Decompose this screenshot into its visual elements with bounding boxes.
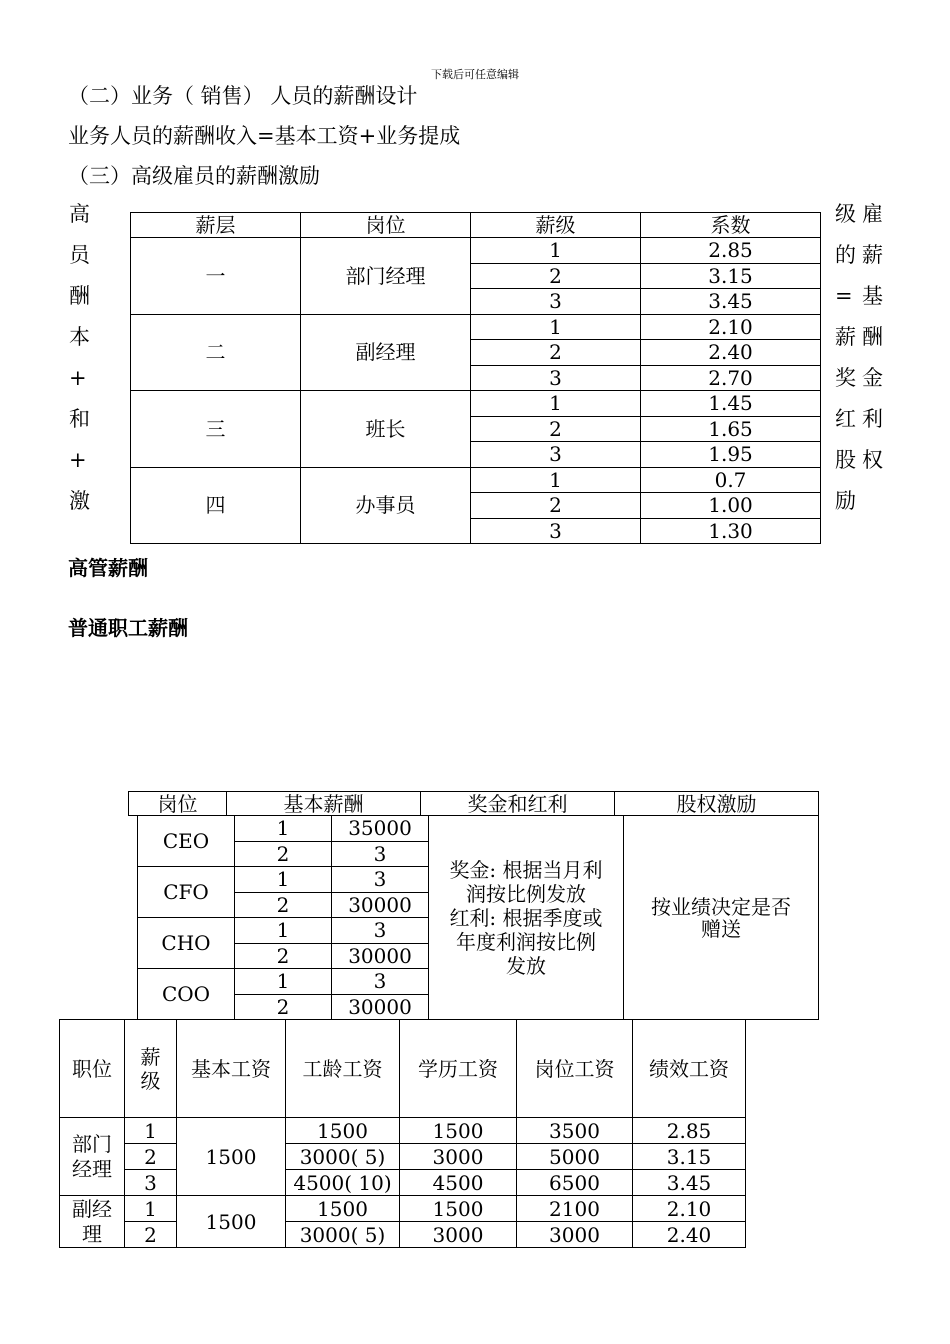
side-right-text: 股权 bbox=[835, 448, 883, 472]
value-cell: 2100 bbox=[517, 1196, 633, 1222]
grade-cell: 1 bbox=[471, 467, 641, 493]
value-cell: 3000( 5) bbox=[286, 1144, 400, 1170]
grade-cell: 2 bbox=[471, 416, 641, 442]
side-left-char: 酬 bbox=[69, 284, 90, 308]
table-header-row bbox=[131, 213, 821, 238]
amount-cell: 30000 bbox=[332, 994, 429, 1020]
grade-cell: 2 bbox=[125, 1144, 177, 1170]
table-header-row bbox=[60, 1020, 746, 1118]
title-line: 副经 bbox=[72, 1196, 112, 1221]
level-cell: 1 bbox=[235, 816, 332, 842]
title-line: 部门 bbox=[72, 1131, 112, 1156]
amount-cell: 3 bbox=[332, 918, 429, 944]
value-cell: 2.85 bbox=[633, 1118, 746, 1144]
amount-cell: 3 bbox=[332, 841, 429, 867]
title-line: 经理 bbox=[72, 1156, 112, 1181]
bonus-line: 奖金: 根据当月利 bbox=[449, 857, 603, 882]
level-cell: 2 bbox=[235, 994, 332, 1020]
coefficient-cell: 2.40 bbox=[641, 340, 821, 366]
col-header: 薪级 bbox=[471, 213, 641, 238]
coefficient-cell: 2.70 bbox=[641, 365, 821, 391]
exec-pay-header bbox=[128, 791, 819, 816]
side-right-text: 励 bbox=[835, 489, 856, 513]
salary-tier-table bbox=[130, 212, 821, 544]
grade-cell: 1 bbox=[125, 1118, 177, 1144]
section-senior-title: （三）高级雇员的薪酬激励 bbox=[68, 164, 320, 188]
value-cell: 2.40 bbox=[633, 1222, 746, 1248]
equity-line: 赠送 bbox=[701, 916, 741, 941]
grade-cell: 2 bbox=[125, 1222, 177, 1248]
title-line: 理 bbox=[82, 1221, 102, 1246]
value-cell: 2.10 bbox=[633, 1196, 746, 1222]
grade-cell: 2 bbox=[471, 340, 641, 366]
level-cell: 1 bbox=[235, 969, 332, 995]
table-row bbox=[131, 238, 821, 264]
equity-description-cell bbox=[624, 816, 819, 1020]
coefficient-cell: 1.65 bbox=[641, 416, 821, 442]
col-header-line: 级 bbox=[140, 1068, 161, 1093]
coefficient-cell: 2.10 bbox=[641, 314, 821, 340]
exec-pay-table bbox=[137, 815, 819, 1020]
side-left-char: + bbox=[69, 448, 87, 472]
coefficient-cell: 3.15 bbox=[641, 263, 821, 289]
value-cell: 3500 bbox=[517, 1118, 633, 1144]
side-right-text: 的薪 bbox=[835, 243, 883, 267]
grade-cell: 3 bbox=[125, 1170, 177, 1196]
amount-cell: 35000 bbox=[332, 816, 429, 842]
value-cell: 3000 bbox=[400, 1222, 517, 1248]
col-header: 系数 bbox=[641, 213, 821, 238]
col-header-line: 薪 bbox=[140, 1044, 161, 1069]
position-cell: 办事员 bbox=[301, 467, 471, 544]
heading-exec-pay: 高管薪酬 bbox=[68, 556, 148, 580]
table-row bbox=[131, 467, 821, 493]
table-row bbox=[60, 1144, 746, 1170]
salary-tier-body bbox=[131, 213, 821, 544]
coefficient-cell: 1.30 bbox=[641, 518, 821, 544]
role-cell: CHO bbox=[138, 918, 235, 969]
value-cell: 3000 bbox=[517, 1222, 633, 1248]
col-header: 岗位 bbox=[129, 792, 227, 816]
col-header: 薪层 bbox=[131, 213, 301, 238]
equity-line: 按业绩决定是否 bbox=[651, 894, 791, 919]
header-note: 下载后可任意编辑 bbox=[431, 68, 519, 81]
grade-cell: 3 bbox=[471, 442, 641, 468]
bonus-line: 发放 bbox=[506, 953, 546, 978]
role-cell: CFO bbox=[138, 867, 235, 918]
side-right-text: 奖金 bbox=[835, 366, 883, 390]
tier-cell: 三 bbox=[131, 391, 301, 468]
exec-pay-body bbox=[138, 816, 819, 1020]
side-text-left bbox=[69, 194, 109, 522]
coefficient-cell: 1.00 bbox=[641, 493, 821, 519]
table-row bbox=[60, 1170, 746, 1196]
bonus-line: 红利: 根据季度或 bbox=[449, 905, 603, 930]
value-cell: 4500 bbox=[400, 1170, 517, 1196]
col-header: 绩效工资 bbox=[633, 1020, 746, 1118]
value-cell: 5000 bbox=[517, 1144, 633, 1170]
value-cell: 1500 bbox=[286, 1118, 400, 1144]
position-cell: 副经理 bbox=[301, 314, 471, 391]
tier-cell: 二 bbox=[131, 314, 301, 391]
table-row bbox=[138, 816, 819, 842]
side-right-text: 级雇 bbox=[835, 202, 883, 226]
title-cell bbox=[60, 1196, 125, 1248]
value-cell: 4500( 10) bbox=[286, 1170, 400, 1196]
role-cell: COO bbox=[138, 969, 235, 1020]
value-cell: 1500 bbox=[400, 1118, 517, 1144]
grade-cell: 3 bbox=[471, 365, 641, 391]
section-sales-title: （二）业务（ 销售） 人员的薪酬设计 bbox=[68, 84, 418, 108]
value-cell: 6500 bbox=[517, 1170, 633, 1196]
col-header: 基本工资 bbox=[177, 1020, 286, 1118]
bonus-description-cell bbox=[429, 816, 624, 1020]
role-cell: CEO bbox=[138, 816, 235, 867]
side-left-char: 激 bbox=[69, 489, 90, 513]
grade-cell: 2 bbox=[471, 263, 641, 289]
table-row bbox=[60, 1196, 746, 1222]
side-right-text: = 基 bbox=[835, 284, 883, 308]
grade-cell: 1 bbox=[471, 314, 641, 340]
sales-formula: 业务人员的薪酬收入=基本工资+业务提成 bbox=[68, 124, 461, 148]
base-salary-cell: 1500 bbox=[177, 1196, 286, 1248]
col-header: 基本薪酬 bbox=[227, 792, 421, 816]
col-header: 学历工资 bbox=[400, 1020, 517, 1118]
tier-cell: 四 bbox=[131, 467, 301, 544]
amount-cell: 3 bbox=[332, 867, 429, 893]
title-cell bbox=[60, 1118, 125, 1196]
side-left-char: + bbox=[69, 366, 87, 390]
coefficient-cell: 3.45 bbox=[641, 289, 821, 315]
side-left-char: 和 bbox=[69, 407, 90, 431]
col-header: 奖金和红利 bbox=[421, 792, 615, 816]
amount-cell: 30000 bbox=[332, 892, 429, 918]
value-cell: 3000 bbox=[400, 1144, 517, 1170]
value-cell: 3.15 bbox=[633, 1144, 746, 1170]
value-cell: 3.45 bbox=[633, 1170, 746, 1196]
amount-cell: 3 bbox=[332, 969, 429, 995]
position-cell: 班长 bbox=[301, 391, 471, 468]
col-header: 岗位 bbox=[301, 213, 471, 238]
col-header: 工龄工资 bbox=[286, 1020, 400, 1118]
value-cell: 1500 bbox=[286, 1196, 400, 1222]
col-header bbox=[125, 1020, 177, 1118]
coefficient-cell: 2.85 bbox=[641, 238, 821, 264]
grade-cell: 1 bbox=[471, 238, 641, 264]
staff-pay-body bbox=[60, 1020, 746, 1248]
grade-cell: 1 bbox=[125, 1196, 177, 1222]
coefficient-cell: 0.7 bbox=[641, 467, 821, 493]
level-cell: 2 bbox=[235, 892, 332, 918]
base-salary-cell: 1500 bbox=[177, 1118, 286, 1196]
tier-cell: 一 bbox=[131, 238, 301, 315]
staff-pay-table bbox=[59, 1019, 746, 1248]
col-header: 股权激励 bbox=[615, 792, 819, 816]
grade-cell: 1 bbox=[471, 391, 641, 417]
bonus-line: 润按比例发放 bbox=[466, 881, 586, 906]
position-cell: 部门经理 bbox=[301, 238, 471, 315]
table-row bbox=[131, 314, 821, 340]
level-cell: 2 bbox=[235, 943, 332, 969]
side-text-right bbox=[835, 194, 883, 522]
level-cell: 1 bbox=[235, 918, 332, 944]
side-left-char: 本 bbox=[69, 325, 90, 349]
grade-cell: 2 bbox=[471, 493, 641, 519]
coefficient-cell: 1.95 bbox=[641, 442, 821, 468]
table-row bbox=[60, 1222, 746, 1248]
side-left-char: 高 bbox=[69, 202, 90, 226]
side-left-char: 员 bbox=[69, 243, 90, 267]
level-cell: 1 bbox=[235, 867, 332, 893]
grade-cell: 3 bbox=[471, 289, 641, 315]
grade-cell: 3 bbox=[471, 518, 641, 544]
value-cell: 3000( 5) bbox=[286, 1222, 400, 1248]
level-cell: 2 bbox=[235, 841, 332, 867]
table-row bbox=[60, 1118, 746, 1144]
amount-cell: 30000 bbox=[332, 943, 429, 969]
side-right-text: 薪酬 bbox=[835, 325, 883, 349]
value-cell: 1500 bbox=[400, 1196, 517, 1222]
heading-staff-pay: 普通职工薪酬 bbox=[68, 616, 188, 640]
table-row bbox=[131, 391, 821, 417]
col-header: 职位 bbox=[60, 1020, 125, 1118]
bonus-line: 年度利润按比例 bbox=[456, 929, 596, 954]
coefficient-cell: 1.45 bbox=[641, 391, 821, 417]
col-header: 岗位工资 bbox=[517, 1020, 633, 1118]
side-right-text: 红利 bbox=[835, 407, 883, 431]
